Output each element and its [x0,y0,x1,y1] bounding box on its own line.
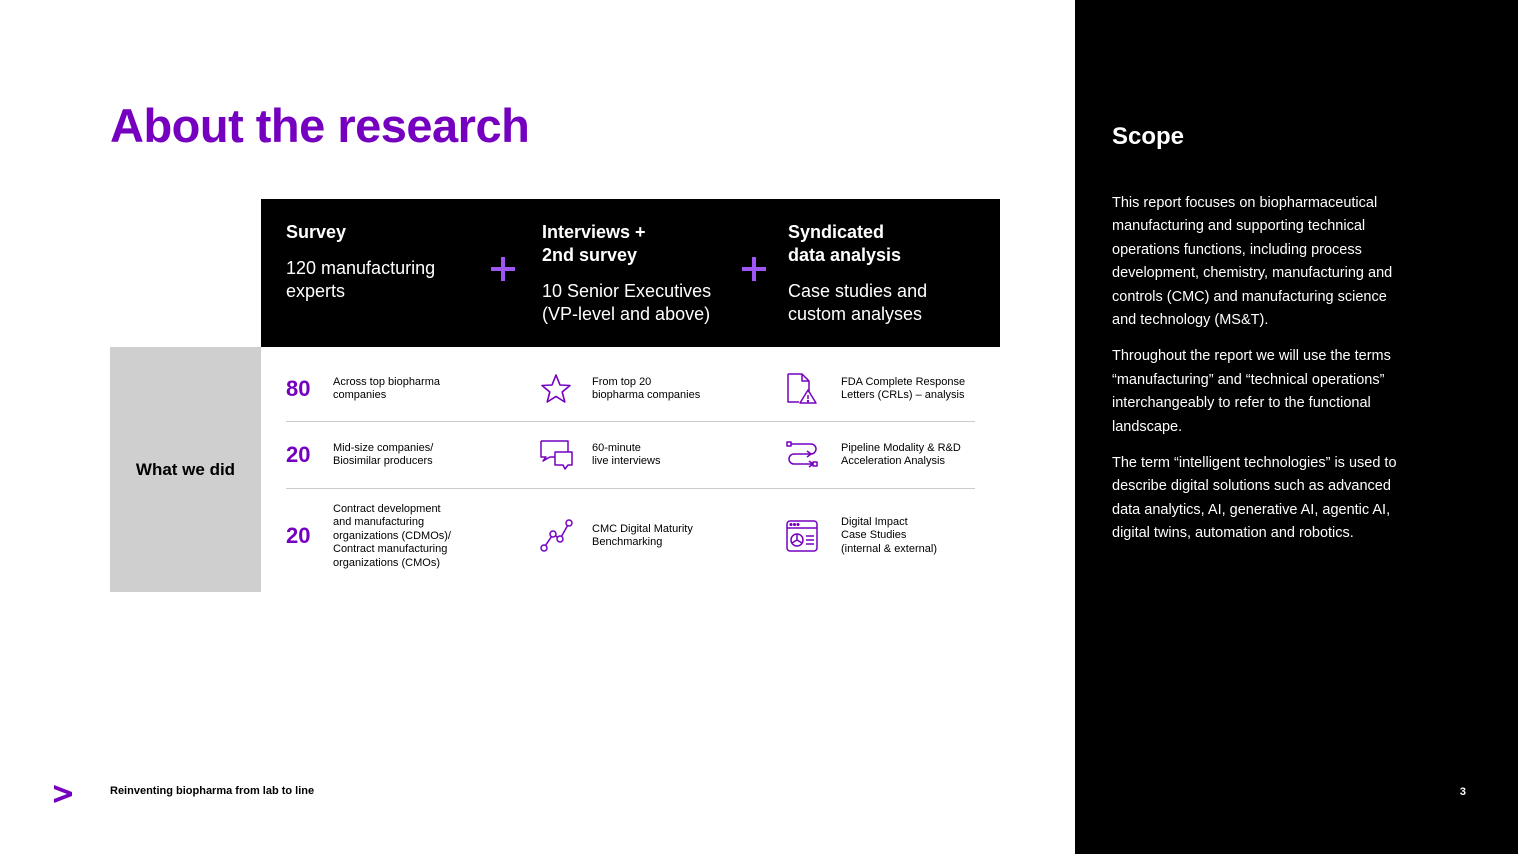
scope-paragraph: Throughout the report we will use the terms “manufacturing” and “technical operations” interchangeably to refer to the functional landscape. [1112,348,1391,435]
column-subheading: 120 manufacturing experts [286,258,436,301]
star-icon [539,372,573,406]
survey-count: 20 [286,442,311,467]
interview-text: 60-minute live interviews [592,442,661,468]
table-row [286,489,975,584]
interview-text: From top 20 biopharma companies [592,376,701,402]
plus-icon [740,255,768,283]
dashboard-icon [785,519,819,553]
scope-paragraph: The term “intelligent technologies” is used to describe digital solutions such as advanced data analytics, AI, generative AI, agentic AI, digital twins, automation and robotics. [1112,455,1397,542]
side-label: What we did [135,459,236,479]
column-interviews [542,221,742,326]
accenture-chevron-icon [52,783,74,805]
column-heading: Interviews + 2nd survey [542,222,646,265]
plus-icon [489,255,517,283]
table-row [286,422,975,489]
column-heading: Syndicated data analysis [788,222,902,265]
line-chart-icon [539,519,573,553]
survey-count: 80 [286,376,311,401]
survey-text: Mid-size companies/ Biosimilar producers [333,442,434,468]
table-row [286,355,975,422]
survey-text: Contract development and manufacturing organizations (CDMOs)/ Contract manufacturing organizations (CMOs) [333,503,451,569]
document-warning-icon [785,372,819,406]
column-syndicated [788,221,988,326]
footer-text: Reinventing biopharma from lab to line [110,785,315,797]
what-we-did-label-block [110,347,261,592]
column-survey [286,221,486,303]
column-heading: Survey [286,222,347,242]
page-number: 3 [1459,786,1466,798]
data-analysis-text: Digital Impact Case Studies (internal & external) [841,516,937,555]
data-analysis-text: FDA Complete Response Letters (CRLs) – analysis [841,376,966,402]
scope-title: Scope [1112,123,1185,150]
survey-text: Across top biopharma companies [333,376,440,402]
page-title: About the research [110,99,530,152]
column-subheading: Case studies and custom analyses [788,281,928,324]
scope-panel [1075,0,1518,854]
scope-paragraph: This report focuses on biopharmaceutical manufacturing and supporting technical operations functions, including process development, chemistry, manufacturing and controls (CMC) and manufacturing science and technology (MS&T). [1112,195,1393,329]
chat-bubbles-icon [539,438,573,472]
scope-body [1112,192,1412,559]
data-analysis-text: Pipeline Modality & R&D Acceleration Analysis [841,442,961,468]
pipeline-icon [785,438,819,472]
column-subheading: 10 Senior Executives (VP-level and above) [542,281,712,324]
interview-text: CMC Digital Maturity Benchmarking [592,523,693,549]
survey-count: 20 [286,523,311,548]
research-methods-header [261,199,1000,347]
